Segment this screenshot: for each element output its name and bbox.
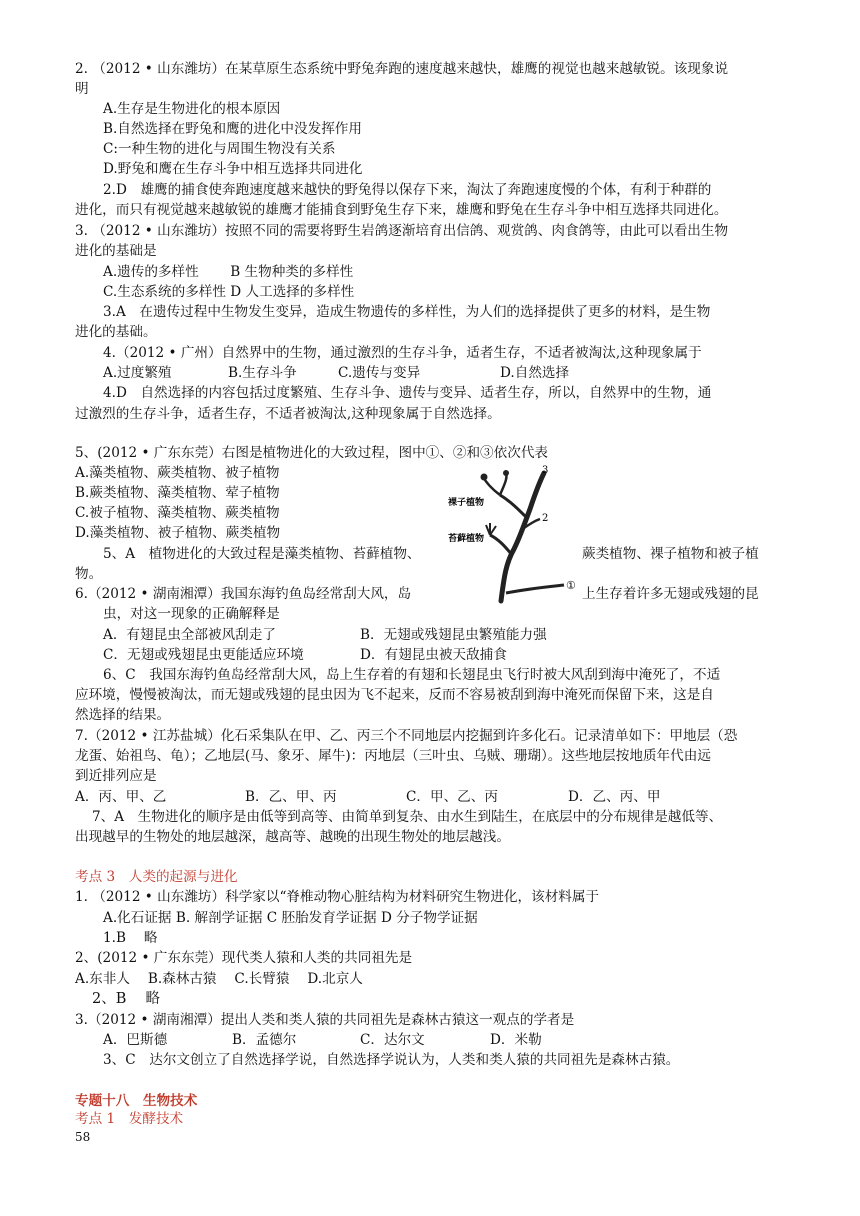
- page-number: 58: [75, 1130, 91, 1144]
- tree-branch-moss: [490, 535, 512, 555]
- topic-heading: 专题十八 生物技术: [75, 1093, 198, 1109]
- q6-option-b: B．无翅或残翅昆虫繁殖能力强: [360, 627, 547, 643]
- section3-heading: 考点 3 人类的起源与进化: [75, 869, 238, 885]
- q3-stem-line1: 3. （2012 • 山东潍坊）按照不同的需要将野生岩鸽逐渐培育出信鸽、观赏鸽、肉食鸽等，由此可以看出生物: [75, 223, 729, 239]
- s3-q2-stem: 2、(2012 • 广东东莞）现代类人猿和人类的共同祖先是: [75, 950, 413, 966]
- s3-q1-stem: 1. （2012 • 山东潍坊）科学家以“脊椎动物心脏结构为材料研究生物进化，该材料属于: [75, 889, 600, 905]
- tree-branch-gymno: [500, 495, 526, 517]
- q2-stem-line1: 2. （2012 • 山东潍坊）在某草原生态系统中野兔奔跑的速度越来越快，雄鹰的视觉也越来越敏锐。该现象说: [75, 61, 729, 77]
- s3-q1-options: A.化石证据 B. 解剖学证据 C 胚胎发育学证据 D 分子物学证据: [103, 910, 478, 926]
- q2-answer-line1: 2.D 雄鹰的捕食使奔跑速度越来越快的野兔得以保存下来，淘汰了奔跑速度慢的个体，有利于种群的: [103, 182, 712, 198]
- q5-option-b: B.蕨类植物、藻类植物、荤子植物: [75, 485, 280, 501]
- q6-stem-line1-left: 6.（2012 • 湖南湘潭）我国东海钓鱼岛经常刮大风，岛: [75, 586, 412, 602]
- tree-root-branch: [506, 585, 564, 593]
- q7-option-d: D．乙、丙、甲: [568, 789, 661, 805]
- q7-option-c: C．甲、乙、丙: [406, 789, 498, 805]
- q5-option-c: C.被子植物、藻类植物、蕨类植物: [75, 505, 280, 521]
- q4-answer-line2: 过激烈的生存斗争，适者生存，不适者被淘汰,这种现象属于自然选择。: [75, 406, 501, 422]
- s3-q2-answer: 2、B 略: [92, 991, 160, 1007]
- q5-answer-line2: 物。: [75, 566, 103, 582]
- q5-answer-line1-left: 5、A 植物进化的大致过程是藻类植物、苔藓植物、: [103, 546, 421, 562]
- q5-option-d: D.藻类植物、被子植物、蕨类植物: [75, 525, 281, 541]
- q4-option-c: C.遗传与变异: [338, 365, 421, 381]
- mark-3: 3: [542, 465, 549, 476]
- q2-stem-line2: 明: [75, 81, 89, 97]
- q3-answer-line1: 3.A 在遗传过程中生物发生变异，造成生物遗传的多样性，为人们的选择提供了更多的材料，是生物: [103, 304, 711, 320]
- q2-option-c: C:一种生物的进化与周围生物没有关系: [103, 141, 336, 157]
- s3-q3-option-b: B．孟德尔: [232, 1032, 297, 1048]
- q6-option-c: C．无翅或残翅昆虫更能适应环境: [103, 647, 304, 663]
- q4-option-b: B.生存斗争: [228, 365, 297, 381]
- q5-option-a: A.藻类植物、蕨类植物、被子植物: [75, 465, 280, 481]
- q6-option-a: A．有翅昆虫全部被风刮走了: [103, 627, 276, 643]
- q7-stem-line3: 到近排列应是: [75, 768, 157, 784]
- q6-stem-line2: 虫，对这一现象的正确解释是: [103, 606, 280, 622]
- s3-q3-stem: 3.（2012 • 湖南湘潭）提出人类和类人猿的共同祖先是森林古猿这一观点的学者是: [75, 1012, 575, 1028]
- q2-option-d: D.野兔和鹰在生存斗争中相互选择共同进化: [103, 161, 363, 177]
- q6-stem-line1-right: 上生存着许多无翅或残翅的昆: [582, 586, 759, 602]
- q6-answer-line2: 应环境，慢慢被淘汰，而无翅或残翅的昆虫因为飞不起来，反而不容易被刮到海中淹死而保留下来，这是自: [75, 687, 714, 703]
- q2-option-b: B.自然选择在野兔和鹰的进化中没发挥作用: [103, 121, 362, 137]
- q7-stem-line2: 龙蛋、始祖鸟、龟）；乙地层(马、象牙、犀牛)：丙地层（三叶虫、乌贼、珊瑚）。这些地层按地质年代由远: [75, 748, 711, 764]
- q3-stem-line2: 进化的基础是: [75, 243, 157, 259]
- q6-answer-line1: 6、C 我国东海钓鱼岛经常刮大风，岛上生存着的有翅和长翅昆虫飞行时被大风刮到海中淹死了，不适: [103, 667, 721, 683]
- q4-option-d: D.自然选择: [500, 365, 570, 381]
- s3-q2-options: A.东非人 B.森林古猿 C.长臂猿 D.北京人: [75, 971, 363, 987]
- point-heading: 考点 1 发酵技术: [75, 1111, 184, 1127]
- q4-answer-line1: 4.D 自然选择的内容包括过度繁殖、生存斗争、遗传与变异、适者生存，所以，自然界中的生物，通: [103, 385, 712, 401]
- q5-answer-line1-right: 蕨类植物、裸子植物和被子植: [582, 546, 759, 562]
- tree-trunk: [501, 473, 544, 601]
- label-moss: 苔藓植物: [448, 533, 485, 543]
- q7-answer-line2: 出现越早的生物处的地层越深，越高等、越晚的出现生物处的地层越浅。: [75, 829, 510, 845]
- q6-answer-line3: 然选择的结果。: [75, 707, 171, 723]
- label-gymnosperm: 裸子植物: [448, 497, 485, 507]
- plant-evolution-figure: [446, 465, 580, 605]
- q5-stem: 5、(2012 • 广东东莞）右图是植物进化的大致过程，图中①、②和③依次代表: [75, 445, 549, 461]
- mark-1: ①: [566, 579, 576, 592]
- s3-q1-answer: 1.B 略: [103, 930, 158, 946]
- q2-answer-line2: 进化，而只有视觉越来越敏锐的雄鹰才能捕食到野兔生存下来，雄鹰和野兔在生存斗争中相互选择共同进化。: [75, 202, 728, 218]
- s3-q3-option-c: C．达尔文: [360, 1032, 425, 1048]
- q7-answer-line1: 7、A 生物进化的顺序是由低等到高等、由简单到复杂、由水生到陆生，在底层中的分布规律是越低等、: [92, 809, 723, 825]
- q3-options-cd: C.生态系统的多样性 D 人工选择的多样性: [103, 284, 355, 300]
- q6-option-d: D．有翅昆虫被天敌捕食: [360, 647, 507, 663]
- q4-option-a: A.过度繁殖: [103, 365, 172, 381]
- q4-stem: 4.（2012 • 广州）自然界中的生物，通过激烈的生存斗争，适者生存，不适者被淘汰,这种现象属于: [103, 345, 702, 361]
- s3-q3-answer: 3、C 达尔文创立了自然选择学说，自然选择学说认为，人类和类人猿的共同祖先是森林古猿。: [103, 1052, 680, 1068]
- mark-2: 2: [542, 513, 549, 524]
- q2-option-a: A.生存是生物进化的根本原因: [103, 101, 281, 117]
- s3-q3-option-d: D．米勒: [490, 1032, 542, 1048]
- q3-options-ab: A.遗传的多样性 B 生物种类的多样性: [103, 264, 354, 280]
- s3-q3-option-a: A．巴斯德: [103, 1032, 168, 1048]
- q3-answer-line2: 进化的基础。: [75, 324, 157, 340]
- q7-option-a: A．丙、甲、乙: [75, 789, 167, 805]
- q7-stem-line1: 7.（2012 • 江苏盐城）化石采集队在甲、乙、丙三个不同地层内挖掘到许多化石。记录清单如下：甲地层（恐: [75, 728, 738, 744]
- q7-option-b: B．乙、甲、丙: [245, 789, 337, 805]
